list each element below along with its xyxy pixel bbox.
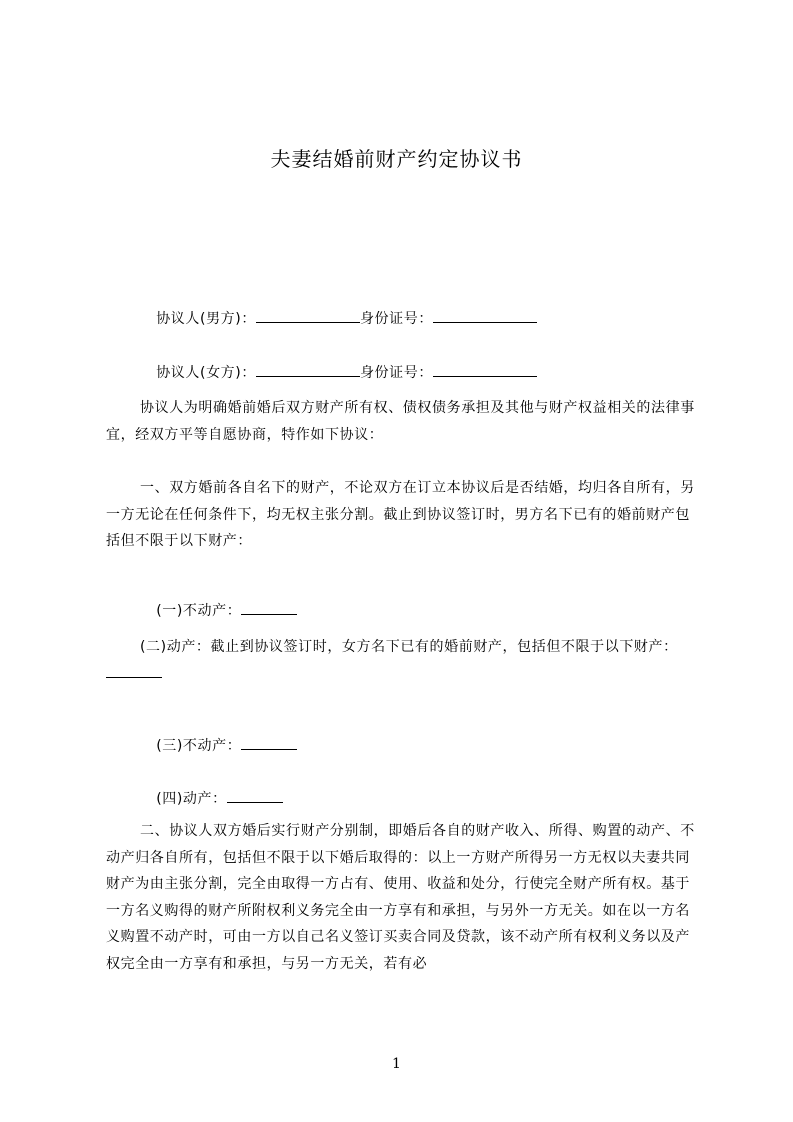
item-1-label: (一)不动产： [156, 603, 242, 619]
clause-1-paragraph: 一、双方婚前各自名下的财产，不论双方在订立本协议后是否结婚，均归各自所有，另一方无论在任何条件下，均无权主张分割。截止到协议签订时，男方名下已有的婚前财产包括但不限于以下财产： [106, 480, 695, 550]
item-1-blank[interactable] [241, 600, 297, 615]
male-name-blank[interactable] [256, 308, 360, 323]
document-title: 夫妻结婚前财产约定协议书 [270, 147, 523, 171]
item-3-line [136, 719, 297, 771]
clause-2-paragraph: 二、协议人双方婚后实行财产分别制，即婚后各自的财产收入、所得、购置的动产、不动产归各自所有，包括但不限于以下婚后取得的：以上一方财产所得另一方无权以夫妻共同财产为由主张分割，完全由取得一方占有、使用、收益和处分，行使完全财产所有权。基于一方名义购得的财产所附权利义务完全由一方享有和承担，与另外一方无关。如在以一方名义购置不动产时，可由一方以自己名义签订买卖合同及贷款，该不动产所有权利义务以及产权完全由一方享有和承担，与另一方无关，若有必 [106, 823, 695, 972]
male-party-line [136, 292, 537, 344]
item-3-blank[interactable] [241, 735, 297, 750]
item-4-label: (四)动产： [156, 791, 227, 807]
male-id-label: 身份证号： [359, 311, 433, 327]
item-2-text: (二)动产：截止到协议签订时，女方名下已有的婚前财产，包括但不限于以下财产： [140, 639, 678, 655]
female-party-line [136, 346, 537, 398]
page-number: 1 [392, 1056, 401, 1072]
male-party-label: 协议人(男方)： [156, 311, 256, 327]
item-4-line [136, 772, 283, 824]
item-2-blank[interactable] [106, 663, 162, 678]
item-3-label: (三)不动产： [156, 738, 242, 754]
female-party-label: 协议人(女方)： [156, 365, 256, 381]
item-4-blank[interactable] [227, 788, 283, 803]
intro-paragraph: 协议人为明确婚前婚后双方财产所有权、债权债务承担及其他与财产权益相关的法律事宜，经双方平等自愿协商，特作如下协议： [106, 400, 695, 443]
item-1-line [136, 584, 297, 636]
female-id-label: 身份证号： [359, 365, 433, 381]
male-id-blank[interactable] [433, 308, 537, 323]
female-name-blank[interactable] [256, 362, 360, 377]
item-2-paragraph [106, 634, 700, 687]
female-id-blank[interactable] [433, 362, 537, 377]
